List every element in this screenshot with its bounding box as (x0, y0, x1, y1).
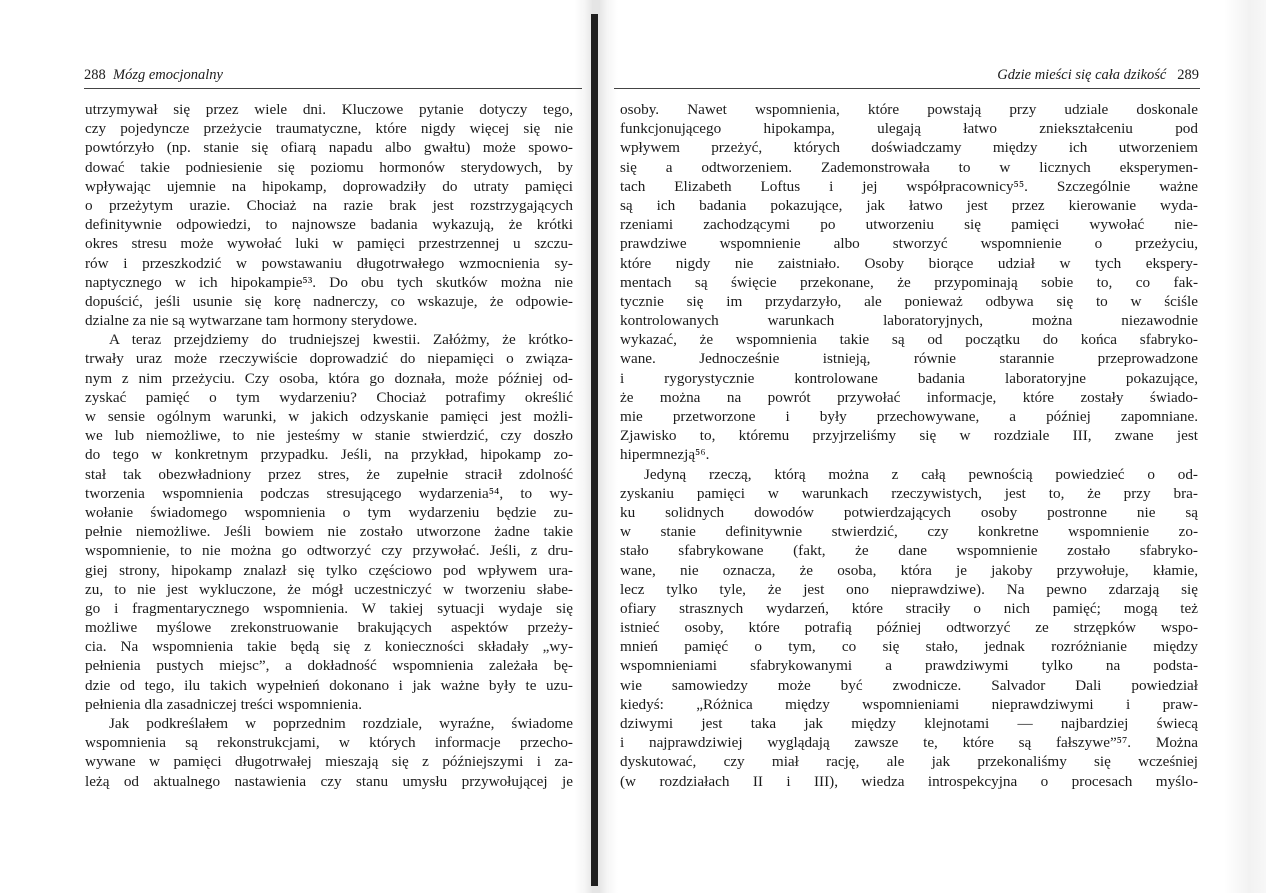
text-line: dować takie podniesienie się poziomu hormonów sterydowych, by (85, 158, 573, 176)
text-line: lecz tylko tyle, że jest ono nieprawdziwe). Na pewno zdarzają się (620, 580, 1198, 598)
text-line: pełnienia dla zasadniczej treści wspomnienia. (85, 695, 363, 713)
text-line: są ich badania pokazujące, jak łatwo jest przez kierowanie wyda- (620, 196, 1198, 214)
text-line: tach Elizabeth Loftus i jej współpracownicy⁵⁵. Szczególnie ważne (620, 177, 1198, 195)
text-line: i najprawdziwiej wyglądają zawsze te, które są fałszywe”⁵⁷. Można (620, 734, 1198, 752)
text-line: go i fragmentarycznego wspomnienia. W takiej sytuacji wydaje się (85, 599, 573, 617)
text-line: naptycznego w ich hipokampie⁵³. Do obu tych skutków można nie (85, 273, 573, 291)
text-line: powtórzyło (np. stanie się ofiarą napadu albo gwałtu) może spowo- (85, 139, 573, 157)
text-line: definitywnie odpowiedzi, to najnowsze badania wykazują, że krótki (85, 216, 573, 234)
text-line: mentach są święcie przekonane, że przypominają sobie to, co fak- (620, 273, 1198, 291)
text-line: rów i przeszkodzić w powstawaniu długotrwałego wzmocnienia sy- (85, 254, 573, 272)
text-line: w stanie definitywnie stwierdzić, czy konkretne wspomnienie zo- (620, 523, 1198, 541)
text-line: utrzymywał się przez wiele dni. Kluczowe pytanie dotyczy tego, (85, 101, 573, 118)
text-line: nym z nim przeżyciu. Czy osoba, która go doznała, może później od- (85, 369, 573, 387)
text-line: kontrolowanych warunkach laboratoryjnych, można niezawodnie (620, 312, 1198, 330)
text-line: Jedyną rzeczą, którą można z całą pewnością powiedzieć o od- (644, 465, 1198, 483)
page-edge-shadow (1224, 0, 1266, 893)
left-page-text (85, 100, 573, 791)
text-line: Jak podkreślałem w poprzednim rozdziale, wyraźne, świadome (109, 715, 573, 732)
text-line: rzeniami zachodzącymi po utworzeniu się pamięci wywołać nie- (620, 216, 1198, 234)
text-line: wołanie świadomego wspomnienia o tym wydarzeniu będzie zu- (85, 503, 573, 521)
text-line: osoby. Nawet wspomnienia, które powstają przy udziale doskonale (620, 101, 1198, 118)
text-line: Zjawisko to, któremu przyjrzeliśmy się w rozdziale III, zwane jest (620, 427, 1198, 445)
text-line: dyskutować, czy miał rację, ale jak przekonaliśmy się wcześniej (620, 753, 1198, 771)
text-line: prawdziwe wspomnienie albo stworzyć wspomnienie o przeżyciu, (620, 235, 1198, 253)
text-line: się a odtworzeniem. Zademonstrowała to w licznych eksperymen- (620, 158, 1198, 176)
left-running-title: Mózg emocjonalny (113, 67, 223, 83)
text-line: zu, to nie jest wykluczone, że mógł uczestniczyć w tworzeniu słabe- (85, 580, 573, 598)
text-line: kiedyś: „Różnica między wspomnieniami nieprawdziwymi i praw- (620, 695, 1198, 713)
text-line: że można na powrót przywołać informacje, które zostały świado- (620, 388, 1198, 406)
text-line: we lub niemożliwe, to nie jesteśmy w stanie stwierdzić, czy doszło (85, 427, 573, 445)
text-line: hipermnezją⁵⁶. (620, 446, 710, 464)
right-running-title: Gdzie mieści się cała dzikość (997, 67, 1167, 83)
text-line: dzialne za nie są wytwarzane tam hormony sterydowe. (85, 312, 418, 330)
text-line: wykazać, że wspomnienia takie są od początku do końca sfabryko- (620, 331, 1198, 349)
right-page-text (620, 100, 1198, 791)
left-header-rule (84, 88, 582, 89)
text-line: wane, nie oznacza, że osoba, która je jakoby przywołuje, kłamie, (620, 561, 1198, 579)
text-line: o przeżytym urazie. Chociaż na razie brak jest rozstrzygających (85, 196, 573, 214)
text-line: leżą od aktualnego nastawienia czy stanu umysłu przywołującej je (85, 772, 573, 790)
left-page-number: 288 (84, 67, 106, 83)
text-line: tycznie się im przydarzyło, ale ponieważ odbywa się to w ściśle (620, 292, 1198, 310)
text-line: zyskać pamięć o tym wydarzeniu? Chociaż potrafimy określić (85, 388, 573, 406)
text-line: wspomnienie, to nie można go odtworzyć czy przywołać. Jeśli, z dru- (85, 542, 573, 560)
text-line: ku solidnych dowodów potwierdzających osoby postronne nie są (620, 503, 1198, 521)
right-header-rule (614, 88, 1200, 89)
text-line: okres stresu może wywołać luki w pamięci przestrzennej u szczu- (85, 235, 573, 253)
text-line: do tego w konkretnym przypadku. Jeśli, na przykład, hipokamp zo- (85, 446, 573, 464)
text-line: stał tak obezwładniony przez stres, że zupełnie stracił zdolność (85, 465, 573, 483)
text-line: wie samowiedzy może być zwodnicze. Salvador Dali powiedział (620, 676, 1198, 694)
text-line: wpływając ujemnie na hipokamp, doprowadziły do utraty pamięci (85, 177, 573, 195)
text-line: czy pojedyncze przeżycie traumatyczne, które nigdy więcej się nie (85, 120, 573, 138)
text-line: stało sfabrykowane (fakt, że dane wspomnienie zostało sfabryko- (620, 542, 1198, 560)
text-line: wane. Jednocześnie istnieją, równie starannie przeprowadzone (620, 350, 1198, 368)
text-line: istnieć osoby, które potrafią później odtworzyć ze strzępków wspo- (620, 619, 1198, 637)
right-page-number: 289 (1177, 67, 1199, 83)
left-page-header (84, 66, 223, 84)
text-line: trwały uraz może rzeczywiście doprowadzić do niepamięci o związa- (85, 350, 573, 368)
text-line: mie przetworzone i były przechowywane, a później zapomniane. (620, 408, 1198, 425)
text-line: (w rozdziałach II i III), wiedza introspekcyjna o procesach myślo- (620, 772, 1198, 790)
text-line: dzie od tego, ilu takich wypełnień dokonano i jak ważne były te uzu- (85, 676, 573, 694)
text-line: funkcjonującego hipokampa, ulegają łatwo zniekształceniu pod (620, 120, 1198, 138)
text-line: zyskaniu pamięci w warunkach rzeczywistych, jest to, że przy bra- (620, 484, 1198, 502)
binding-spine (591, 14, 598, 886)
text-line: A teraz przejdziemy do trudniejszej kwestii. Załóżmy, że krótko- (109, 331, 573, 349)
text-line: ofiary strasznych wydarzeń, które straciły o nich pamięć; mogą też (620, 599, 1198, 617)
text-line: w sensie ogólnym warunki, w jakich odzyskanie pamięci jest możli- (85, 408, 573, 425)
text-line: wpływem przeżyć, których doświadczamy między ich utworzeniem (620, 139, 1198, 157)
text-line: dziwymi jest taka jak między klejnotami — najbardziej świecą (620, 715, 1198, 732)
text-line: pełnie niemożliwe. Jeśli bowiem nie zostało utworzone żadne takie (85, 523, 573, 541)
text-line: mnień pamięć o tym, co się stało, jednak rozróżnianie między (620, 638, 1198, 656)
text-line: dopuścić, jeśli usunie się korę nadnerczy, co wskazuje, że odpowie- (85, 292, 573, 310)
text-line: pełnienia pustych miejsc”, a dokładność wspomnienia zależała bę- (85, 657, 573, 675)
text-line: wspomnienia są rekonstrukcjami, w których informacje przecho- (85, 734, 573, 752)
text-line: tworzenia wspomnienia podczas stresującego wydarzenia⁵⁴, to wy- (85, 484, 573, 502)
text-line: giej strony, hipokamp znalazł się tylko częściowo pod wpływem ura- (85, 561, 573, 579)
text-line: które nigdy nie zaistniało. Osoby biorące udział w tych ekspery- (620, 254, 1198, 272)
right-page-header (997, 66, 1199, 84)
text-line: cia. Na wspomnienia takie będą się z konieczności składały „wy- (85, 638, 573, 656)
text-line: i rygorystycznie kontrolowane badania laboratoryjne pokazujące, (620, 369, 1198, 387)
text-line: wspomnieniami sfabrykowanymi a prawdziwymi tylko na podsta- (620, 657, 1198, 675)
text-line: możliwe myślowe zrekonstruowanie brakujących aspektów przeży- (85, 619, 573, 637)
text-line: wywane w pamięci długotrwałej mieszają się z późniejszymi i za- (85, 753, 573, 771)
